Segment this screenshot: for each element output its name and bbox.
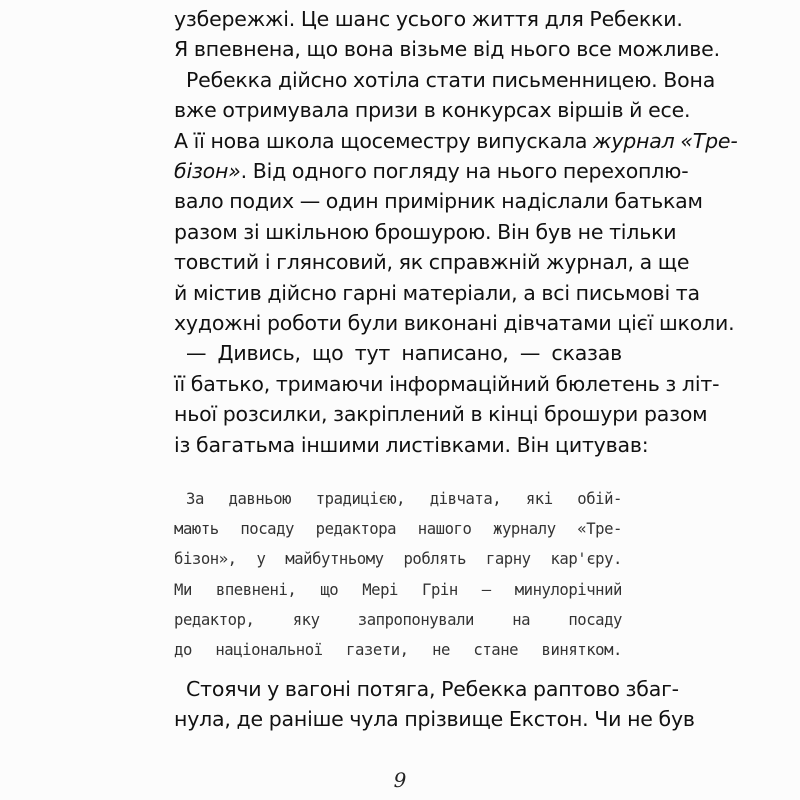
body-text-before-quote xyxy=(174,4,738,460)
text-line: й містив дійсно гарні матеріали, а всі письмові та xyxy=(174,280,700,305)
text-line: художні роботи були виконані дівчатами цієї школи. xyxy=(174,311,735,336)
page-number: 9 xyxy=(393,768,407,792)
text-line-with-italic xyxy=(174,126,738,156)
quote-line: За давньою традицією, дівчата, які обій- xyxy=(186,490,622,508)
text-fragment: . Від одного погляду на нього перехоплю- xyxy=(240,159,689,184)
text-line: із багатьма іншими листівками. Він цитував: xyxy=(174,432,649,457)
journal-title-italic: журнал «Тре- xyxy=(593,128,738,153)
quote-line: бізон», у майбутньому роблять гарну кар'єру. xyxy=(174,550,622,569)
text-line: вало подих — один примірник надіслали батькам xyxy=(174,189,703,214)
text-line: Ребекка дійсно хотіла стати письменницею. Вона xyxy=(186,67,716,92)
quote-line: мають посаду редактора нашого журналу «Тре- xyxy=(174,520,622,539)
quoted-bulletin xyxy=(174,484,622,665)
text-line: — Дивись, що тут написано, — сказав xyxy=(186,341,622,366)
text-line: нула, де раніше чула прізвище Екстон. Чи не був xyxy=(174,707,695,732)
text-line-with-italic xyxy=(174,156,689,186)
text-line: її батько, тримаючи інформаційний бюлетень з літ- xyxy=(174,371,720,396)
body-text-after-quote xyxy=(174,674,695,735)
text-fragment: А її нова школа щосеместру випускала xyxy=(174,128,594,153)
text-line: вже отримувала призи в конкурсах віршів й есе. xyxy=(174,98,691,123)
journal-title-italic: бізон» xyxy=(174,159,241,184)
quote-line: редактор, яку запропонували на посаду xyxy=(174,610,622,629)
quote-line: Ми впевнені, що Мері Грін — минулорічний xyxy=(174,580,622,599)
text-line: разом зі шкільною брошурою. Він був не тільки xyxy=(174,219,677,244)
quote-line: до національної газети, не стане винятком. xyxy=(174,641,622,660)
text-line: ньої розсилки, закріплений в кінці брошури разом xyxy=(174,402,708,427)
text-line: Я впевнена, що вона візьме від нього все можливе. xyxy=(174,37,720,62)
text-line: узбережжі. Це шанс усього життя для Ребекки. xyxy=(174,7,683,31)
text-line: товстий і глянсовий, як справжній журнал, а ще xyxy=(174,250,690,275)
text-line: Стоячи у вагоні потяга, Ребекка раптово збаг- xyxy=(186,677,679,701)
